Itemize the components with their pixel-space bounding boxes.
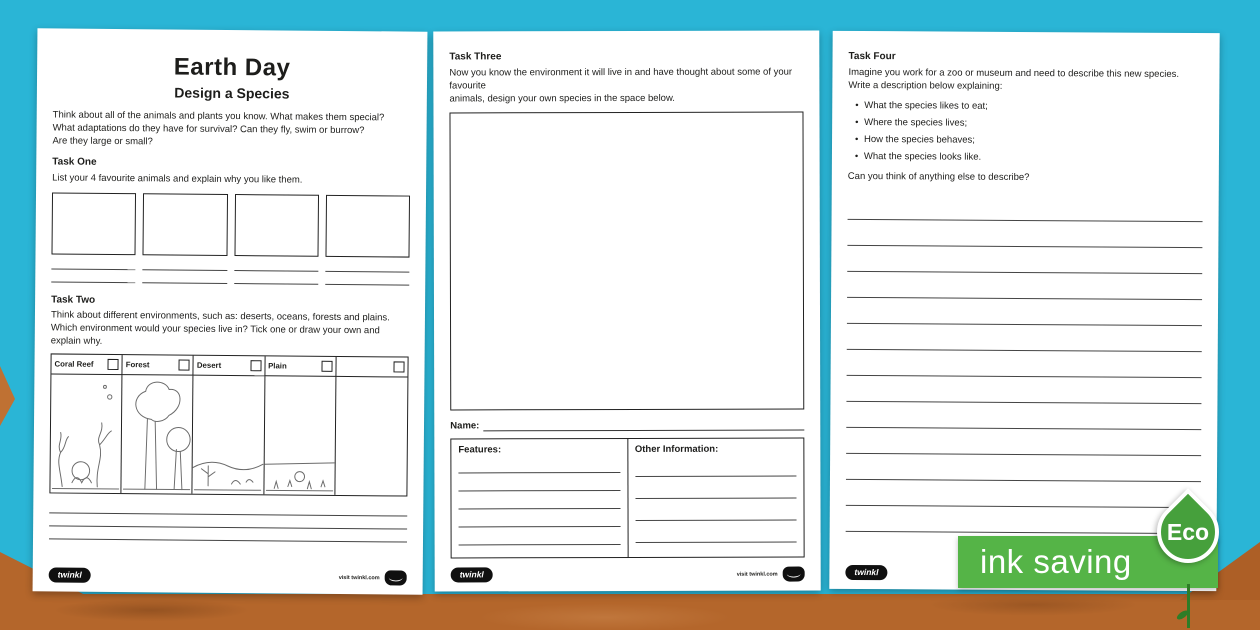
writing-line [847, 246, 1202, 274]
name-line [483, 419, 804, 432]
instruction-line: Think about different environments, such as: deserts, oceans, forests and plains. [50, 309, 390, 324]
env-label: Plain [268, 361, 287, 371]
coral-reef-illustration [50, 374, 122, 493]
writing-line [846, 402, 1201, 430]
writing-line [51, 269, 135, 283]
leaf-inner [1161, 505, 1215, 559]
environment-table [49, 353, 408, 496]
worksheet-page-2 [433, 30, 820, 591]
footer-right [737, 567, 805, 582]
favourite-animal-boxes [51, 192, 410, 257]
answer-lines-cell [142, 257, 226, 284]
env-header-custom [336, 357, 407, 378]
writing-line [325, 259, 409, 273]
animal-box [51, 192, 136, 255]
writing-line [846, 428, 1201, 456]
writing-line [847, 272, 1202, 300]
task-one-instruction: List your 4 favourite animals and explain why you like them. [52, 172, 303, 186]
writing-line [325, 272, 409, 286]
page-footer [49, 567, 407, 585]
twinkl-logo-text: twinkl [57, 569, 82, 580]
other-info-column [628, 439, 804, 557]
checkbox-icon [393, 361, 404, 372]
bullet-item: • What the species looks like. [848, 148, 1203, 167]
writing-line [51, 256, 135, 270]
plain-illustration [264, 376, 336, 495]
answer-lines-cell [325, 259, 409, 286]
writing-line [847, 298, 1202, 326]
writing-line [847, 350, 1202, 378]
intro-line: Think about all of the animals and plants you know. What makes them special? [52, 109, 385, 124]
answer-lines-cell [51, 256, 135, 283]
orange-paper-notch [0, 366, 15, 426]
checkbox-icon [179, 360, 190, 371]
writing-line [846, 454, 1201, 482]
coral-reef-art [50, 374, 121, 493]
task-three-instruction [449, 66, 803, 106]
writing-line [458, 473, 620, 491]
task-four-question: Can you think of anything else to describe? [847, 170, 1030, 184]
explanation-lines [49, 500, 407, 542]
features-table [450, 438, 804, 559]
writing-line [234, 271, 318, 285]
animal-box [143, 193, 228, 256]
task-four-heading: Task Four [848, 50, 896, 63]
answer-lines-cell [234, 258, 318, 285]
writing-line [635, 477, 797, 499]
bullet-item: • Where the species lives; [848, 114, 1203, 133]
name-row [450, 419, 804, 432]
env-header-forest [123, 355, 194, 376]
instruction-line: Which environment would your species live in? Tick one or draw your own and explain why. [50, 322, 380, 347]
intro-line: Are they large or small? [52, 135, 153, 148]
bullet-item: • What the species likes to eat; [848, 97, 1203, 116]
desert-art [193, 376, 264, 495]
writing-line [49, 526, 407, 542]
description-bullet-list [848, 97, 1203, 167]
instruction-line: Imagine you work for a zoo or museum and need to describe this new species. [848, 66, 1180, 80]
eco-leaf [1142, 486, 1236, 630]
visit-twinkl-text: visit twinkl.com [736, 571, 778, 578]
other-info-label: Other Information: [634, 443, 719, 455]
name-label: Name: [450, 420, 480, 432]
writing-line [847, 220, 1202, 248]
instruction-line: Write a description below explaining: [848, 79, 1003, 92]
task-one-heading: Task One [52, 156, 97, 168]
task-two-heading: Task Two [51, 294, 96, 306]
intro-line: What adaptations do they have for survival? Can they fly, swim or burrow? [52, 122, 365, 137]
writing-line [142, 270, 226, 284]
page-subtitle: Design a Species [174, 84, 290, 102]
writing-line [234, 258, 318, 272]
twinkl-logo [451, 567, 493, 582]
animal-answer-lines [51, 256, 409, 285]
footer-right [339, 570, 407, 586]
twinkl-cloud-logo [385, 570, 407, 585]
writing-line [635, 521, 797, 543]
task-three-heading: Task Three [449, 51, 502, 63]
intro-text [52, 108, 410, 150]
leaf-stem [1187, 584, 1190, 628]
instruction-line: Now you know the environment it will live in and have thought about some of your favourite [449, 66, 793, 92]
forest-illustration [122, 375, 194, 494]
eco-label: Eco [1166, 518, 1210, 545]
writing-line [635, 455, 797, 477]
checkbox-icon [321, 361, 332, 372]
writing-line [848, 194, 1203, 222]
writing-line [143, 257, 227, 271]
page-title: Earth Day [173, 53, 291, 82]
ink-saving-label: ink saving [980, 543, 1132, 580]
desert-illustration [193, 376, 265, 495]
features-label: Features: [458, 444, 502, 456]
forest-art [122, 375, 193, 494]
twinkl-logo [845, 565, 887, 580]
writing-line [459, 527, 621, 545]
visit-twinkl-text: visit twinkl.com [338, 574, 380, 581]
writing-line [458, 455, 620, 473]
empty-environment-cell [335, 377, 407, 496]
instruction-line: animals, design your own species in the space below. [449, 92, 675, 105]
leaf-icon [1144, 488, 1232, 576]
plain-art [264, 376, 335, 495]
species-drawing-box [449, 112, 804, 411]
features-column [451, 439, 628, 557]
env-label: Desert [196, 360, 222, 370]
twinkl-cloud-logo [783, 567, 805, 582]
env-label: Coral Reef [54, 359, 94, 369]
checkbox-icon [108, 359, 119, 370]
twinkl-logo-text: twinkl [854, 566, 879, 578]
bullet-item: • How the species behaves; [848, 131, 1203, 150]
task-four-instruction [848, 66, 1203, 94]
description-lines [846, 194, 1203, 534]
env-header-plain [265, 356, 336, 377]
writing-line [459, 509, 621, 527]
writing-line [458, 491, 620, 509]
task-two-instruction [51, 308, 409, 350]
writing-line [847, 324, 1202, 352]
writing-line [635, 499, 797, 521]
twinkl-logo [49, 567, 91, 582]
worksheet-page-1 [33, 28, 428, 594]
checkbox-icon [250, 360, 261, 371]
twinkl-logo-text: twinkl [459, 569, 484, 580]
page-footer [451, 567, 805, 583]
orange-paper-edge [0, 594, 1260, 630]
env-header-coral-reef [51, 354, 122, 375]
animal-box [325, 195, 410, 258]
env-header-desert [194, 356, 265, 377]
env-label: Forest [125, 360, 150, 370]
animal-box [234, 194, 319, 257]
writing-line [846, 376, 1201, 404]
